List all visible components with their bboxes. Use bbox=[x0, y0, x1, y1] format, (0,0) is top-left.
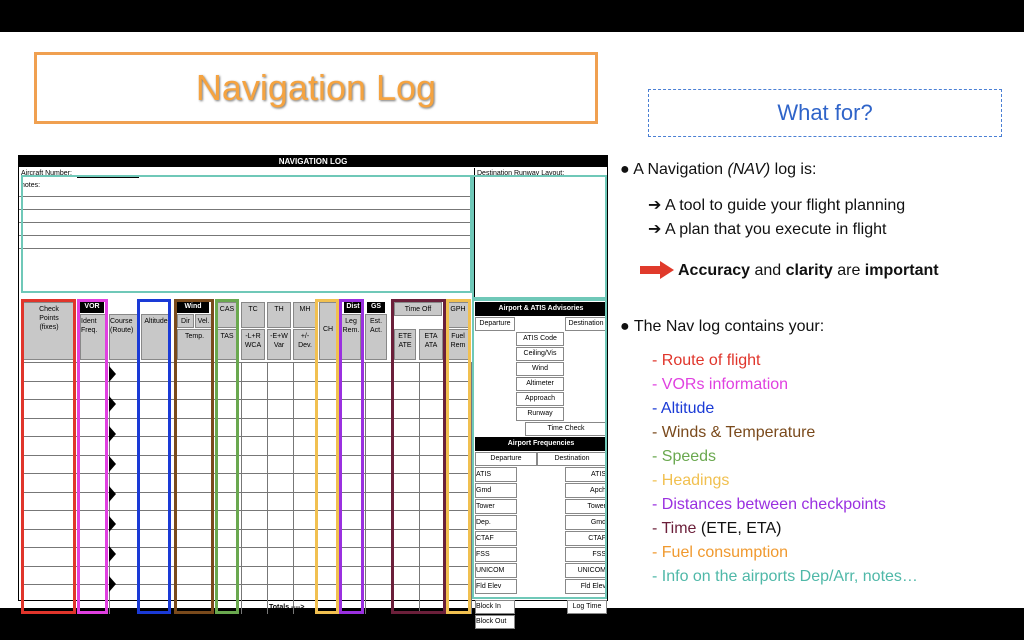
notes-highlight bbox=[21, 175, 472, 293]
adv-departure: Departure bbox=[475, 317, 515, 331]
contents-item: - VORs information bbox=[652, 376, 789, 393]
notes-label: notes: bbox=[21, 182, 41, 189]
course-marker-icon bbox=[109, 396, 116, 412]
freq-dep-label: UNICOM bbox=[475, 563, 517, 578]
freq-dep-label: Fld Elev bbox=[475, 579, 517, 594]
hdr-time-off: Time Off bbox=[394, 302, 442, 316]
adv-title: Airport & ATIS Advisories bbox=[475, 302, 607, 316]
hdr-vor: VOR bbox=[80, 302, 104, 313]
block-in: Block In bbox=[475, 600, 515, 614]
bullet-2: ● The Nav log contains your: bbox=[620, 318, 825, 335]
sub-bullet-2: ➔ A plan that you execute in flight bbox=[648, 221, 887, 238]
freq-dep-label: Tower bbox=[475, 499, 517, 514]
freq-title: Airport Frequencies bbox=[475, 437, 607, 451]
speed-highlight bbox=[215, 299, 239, 614]
freq-dest-label: Gmd bbox=[565, 515, 607, 530]
hdr-th: TH bbox=[267, 302, 291, 328]
hdr-ch: CH bbox=[319, 302, 337, 360]
slide bbox=[0, 32, 1024, 625]
course-marker-icon bbox=[109, 576, 116, 592]
hdr-vel: Vel. bbox=[195, 314, 212, 328]
hdr-temp: Temp. bbox=[177, 329, 212, 360]
course-marker-icon bbox=[109, 426, 116, 442]
hdr-gs: GS bbox=[367, 302, 385, 313]
freq-dest-label: FSS bbox=[565, 547, 607, 562]
form-title-bar: NAVIGATION LOG bbox=[19, 156, 607, 167]
contents-item: - Distances between checkpoints bbox=[652, 496, 886, 513]
contents-item: - Altitude bbox=[652, 400, 715, 417]
hdr-est-act: Est. Act. bbox=[365, 314, 387, 360]
adv-row-label: Altimeter bbox=[516, 377, 564, 391]
hdr-ete-ate: ETE ATE bbox=[394, 329, 416, 360]
adv-row-label: Time Check bbox=[525, 422, 607, 436]
accuracy-line: Accuracy and clarity are important bbox=[678, 262, 939, 279]
contents-item: - Fuel consumption bbox=[652, 544, 789, 561]
grid-col-line bbox=[241, 362, 242, 614]
adv-row-label: Approach bbox=[516, 392, 564, 406]
vor-highlight bbox=[77, 299, 108, 614]
hdr-gph: GPH bbox=[447, 302, 469, 328]
course-marker-icon bbox=[109, 366, 116, 382]
freq-dest-label: ATIS bbox=[565, 467, 607, 482]
bullet-1: ● A Navigation (NAV) log is: bbox=[620, 161, 817, 178]
grid-col-line bbox=[365, 362, 366, 614]
aircraft-number-label: Aircraft Number: bbox=[21, 170, 72, 177]
freq-dep-label: CTAF bbox=[475, 531, 517, 546]
what-for-box: What for? bbox=[648, 89, 1002, 137]
heading-highlight bbox=[315, 299, 339, 614]
hdr-dist: Dist bbox=[344, 302, 362, 313]
contents-item: - Winds & Temperature bbox=[652, 424, 816, 441]
course-marker-icon bbox=[109, 546, 116, 562]
hdr-dev: +/- Dev. bbox=[293, 329, 317, 360]
runway-highlight bbox=[472, 175, 607, 299]
fuel-highlight bbox=[446, 299, 471, 614]
sub-bullet-1: ➔ A tool to guide your flight planning bbox=[648, 197, 906, 214]
adv-destination: Destination bbox=[565, 317, 607, 331]
hdr-mh: MH bbox=[293, 302, 317, 328]
hdr-check-points: Check Points (fixes) bbox=[23, 302, 75, 360]
hdr-eta-ata: ETA ATA bbox=[419, 329, 443, 360]
time-highlight bbox=[391, 299, 446, 614]
freq-dep-label: FSS bbox=[475, 547, 517, 562]
course-marker-icon bbox=[109, 516, 116, 532]
hdr-wind: Wind bbox=[177, 302, 209, 313]
freq-dest-label: Tower bbox=[565, 499, 607, 514]
runway-layout-label: Destination Runway Layout: bbox=[477, 170, 565, 177]
contents-item: - Time (ETE, ETA) bbox=[652, 520, 782, 537]
hdr-cas: CAS bbox=[217, 302, 237, 328]
distance-highlight bbox=[339, 299, 364, 614]
course-marker-icon bbox=[109, 486, 116, 502]
hdr-ident: Ident Freq. bbox=[80, 314, 106, 360]
grid-col-line bbox=[293, 362, 294, 614]
hdr-ew-var: -E+W Var bbox=[267, 329, 291, 360]
adv-row-label: ATIS Code bbox=[516, 332, 564, 346]
contents-item: - Speeds bbox=[652, 448, 717, 465]
grid-col-line bbox=[267, 362, 268, 614]
adv-row-label: Runway bbox=[516, 407, 564, 421]
freq-dep-label: Dep. bbox=[475, 515, 517, 530]
route-highlight bbox=[21, 299, 76, 614]
freq-dep-label: Gmd bbox=[475, 483, 517, 498]
totals-label: Totals ----> bbox=[269, 604, 305, 611]
contents-item: - Info on the airports Dep/Arr, notes… bbox=[652, 568, 918, 585]
hdr-lr-wca: -L+R WCA bbox=[241, 329, 265, 360]
hdr-leg-rem: Leg Rem. bbox=[341, 314, 361, 360]
adv-row-label: Wind bbox=[516, 362, 564, 376]
adv-row-label: Ceiling/Vis bbox=[516, 347, 564, 361]
right-arrow-icon bbox=[640, 261, 674, 279]
wind-highlight bbox=[174, 299, 214, 614]
freq-dest-label: Apch bbox=[565, 483, 607, 498]
freq-dest-label: Fld Elev bbox=[565, 579, 607, 594]
hdr-dir: Dir bbox=[177, 314, 194, 328]
airports-highlight bbox=[472, 299, 607, 599]
freq-dep-label: ATIS bbox=[475, 467, 517, 482]
hdr-course: Course (Route) bbox=[109, 314, 139, 360]
log-time: Log Time bbox=[567, 600, 607, 614]
freq-dest-label: UNICOM bbox=[565, 563, 607, 578]
contents-item: - Headings bbox=[652, 472, 730, 489]
nav-log-form bbox=[18, 155, 608, 625]
slide-title: Navigation Log bbox=[195, 67, 437, 108]
freq-dest-label: CTAF bbox=[565, 531, 607, 546]
hdr-altitude: Altitude bbox=[141, 314, 171, 360]
title-box bbox=[34, 52, 598, 124]
block-out: Block Out bbox=[475, 615, 515, 629]
contents-item: - Route of flight bbox=[652, 352, 761, 369]
freq-destination: Destination bbox=[537, 452, 607, 466]
hdr-tc: TC bbox=[241, 302, 265, 328]
course-marker-icon bbox=[109, 456, 116, 472]
altitude-highlight bbox=[137, 299, 171, 614]
hdr-tas: TAS bbox=[217, 329, 237, 360]
freq-departure: Departure bbox=[475, 452, 537, 466]
hdr-fuel-rem: Fuel Rem bbox=[447, 329, 469, 360]
